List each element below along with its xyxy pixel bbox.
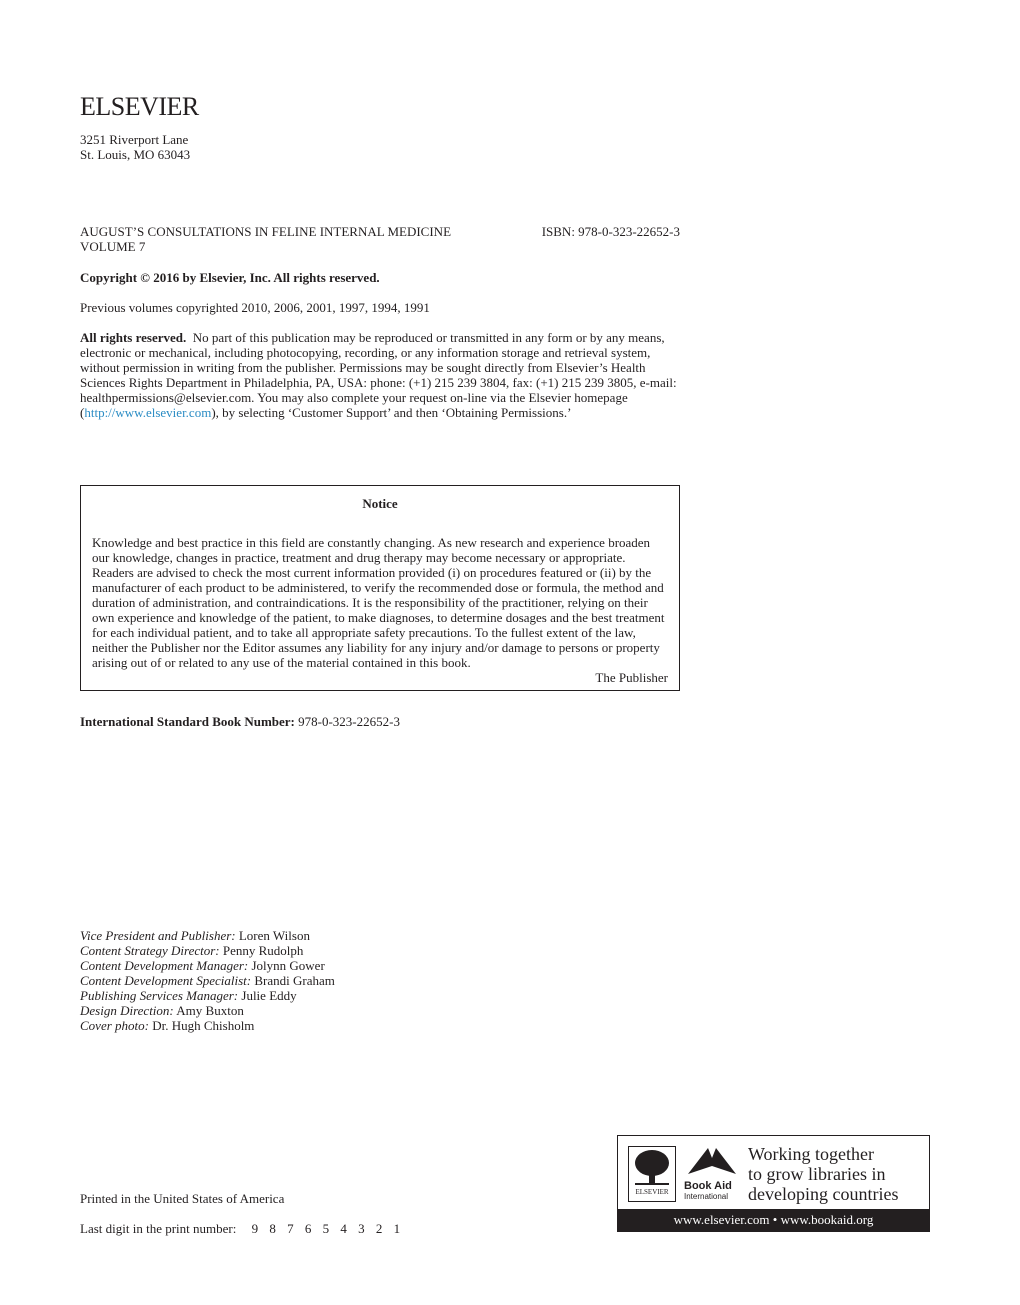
address-line: 3251 Riverport Lane [80,132,189,147]
credit-name: Brandi Graham [254,973,335,988]
credit-row [80,958,335,973]
credit-row [80,973,335,988]
rights-body: No part of this publication may be reproduced or transmitted in any form or by any means, electronic or mechanical, including photocopying, recording, or any information storage and retrieval system, without permission in writing from the publisher. Permissions may be sought directly from Elsevier’s Health Sciences Rights Department in Philadelphia, PA, USA: phone: (+1) 215 239 3804, fax: (+1) 215 239 3805, e-mail: healthpermissions@elsevier.com. You may also complete your request on-line via the Elsevier homepage ( [80,330,677,420]
copyright-line: Copyright © 2016 by Elsevier, Inc. All rights reserved. [80,270,380,285]
credit-name: Dr. Hugh Chisholm [152,1018,255,1033]
isbn-label: International Standard Book Number: [80,714,295,729]
book-title: AUGUST’S CONSULTATIONS IN FELINE INTERNAL MEDICINE [80,224,452,239]
credit-name: Jolynn Gower [251,958,325,973]
book-aid-label: Book Aid [684,1180,732,1192]
credits-list [80,928,335,1033]
notice-body [92,535,668,685]
credit-role: Content Development Manager: [80,958,249,973]
previous-volumes: Previous volumes copyrighted 2010, 2006, 2001, 1997, 1994, 1991 [80,300,430,315]
isbn-line [80,714,400,730]
book-aid-slogan [748,1144,898,1204]
credit-role: Publishing Services Manager: [80,988,239,1003]
book-aid-sub: International [684,1192,729,1201]
printed-in: Printed in the United States of America [80,1191,285,1206]
publisher-address [80,132,190,162]
address-line: St. Louis, MO 63043 [80,147,191,162]
credit-role: Design Direction: [80,1003,174,1018]
credit-role: Vice President and Publisher: [80,928,236,943]
credit-name: Penny Rudolph [222,943,304,958]
credit-row [80,943,335,958]
book-volume: VOLUME 7 [80,239,146,254]
credit-name: Loren Wilson [238,928,310,943]
credit-row [80,1003,335,1018]
credit-row [80,928,335,943]
slogan-line: developing countries [748,1184,899,1204]
book-isbn: ISBN: 978-0-323-22652-3 [541,224,680,239]
credit-row [80,988,335,1003]
credit-name: Amy Buxton [176,1003,244,1018]
credit-role: Content Development Specialist: [80,973,252,988]
notice-signature: The Publisher [595,670,668,685]
slogan-line: to grow libraries in [748,1164,886,1184]
isbn-value: 978-0-323-22652-3 [298,714,400,729]
notice-title: Notice [362,496,398,511]
elsevier-homepage-link[interactable]: http://www.elsevier.com [84,405,212,420]
credit-row [80,1018,335,1033]
publisher-logo: ELSEVIER [80,92,199,121]
book-title-block [80,224,680,254]
rights-paragraph [80,330,680,420]
print-number-digits: 9 8 7 6 5 4 3 2 1 [251,1221,401,1236]
credit-name: Julie Eddy [241,988,297,1003]
rights-lead: All rights reserved. [80,330,187,345]
print-number [80,1221,400,1237]
credit-role: Cover photo: [80,1018,149,1033]
notice-box [80,485,680,691]
book-aid-badge [617,1135,930,1232]
book-aid-footer: www.elsevier.com • www.bookaid.org [618,1209,929,1231]
notice-text: Knowledge and best practice in this field are constantly changing. As new research and experience broaden our knowledge, changes in practice, treatment and drug therapy may become necessary or appropriate. Readers are advised to check the most current information provided (i) on procedures featured or (ii) by the manufacturer of each product to be administered, to verify the recommended dose or formula, the method and duration of administration, and contraindications. It is the responsibility of the practitioner, relying on their own experience and knowledge of the patient, to make diagnoses, to determine dosages and the best treatment for each individual patient, and to take all appropriate safety precautions. To the fullest extent of the law, neither the Publisher nor the Editor assumes any liability for any injury and/or damage to persons or property arising out of or related to any use of the material contained in this book. [92,535,665,670]
print-number-label: Last digit in the print number: [80,1221,237,1236]
credit-role: Content Strategy Director: [80,943,220,958]
slogan-line: Working together [748,1144,875,1164]
rights-body-end: ), by selecting ‘Customer Support’ and then ‘Obtaining Permissions.’ [211,405,572,420]
elsevier-badge-label: ELSEVIER [635,1188,669,1196]
